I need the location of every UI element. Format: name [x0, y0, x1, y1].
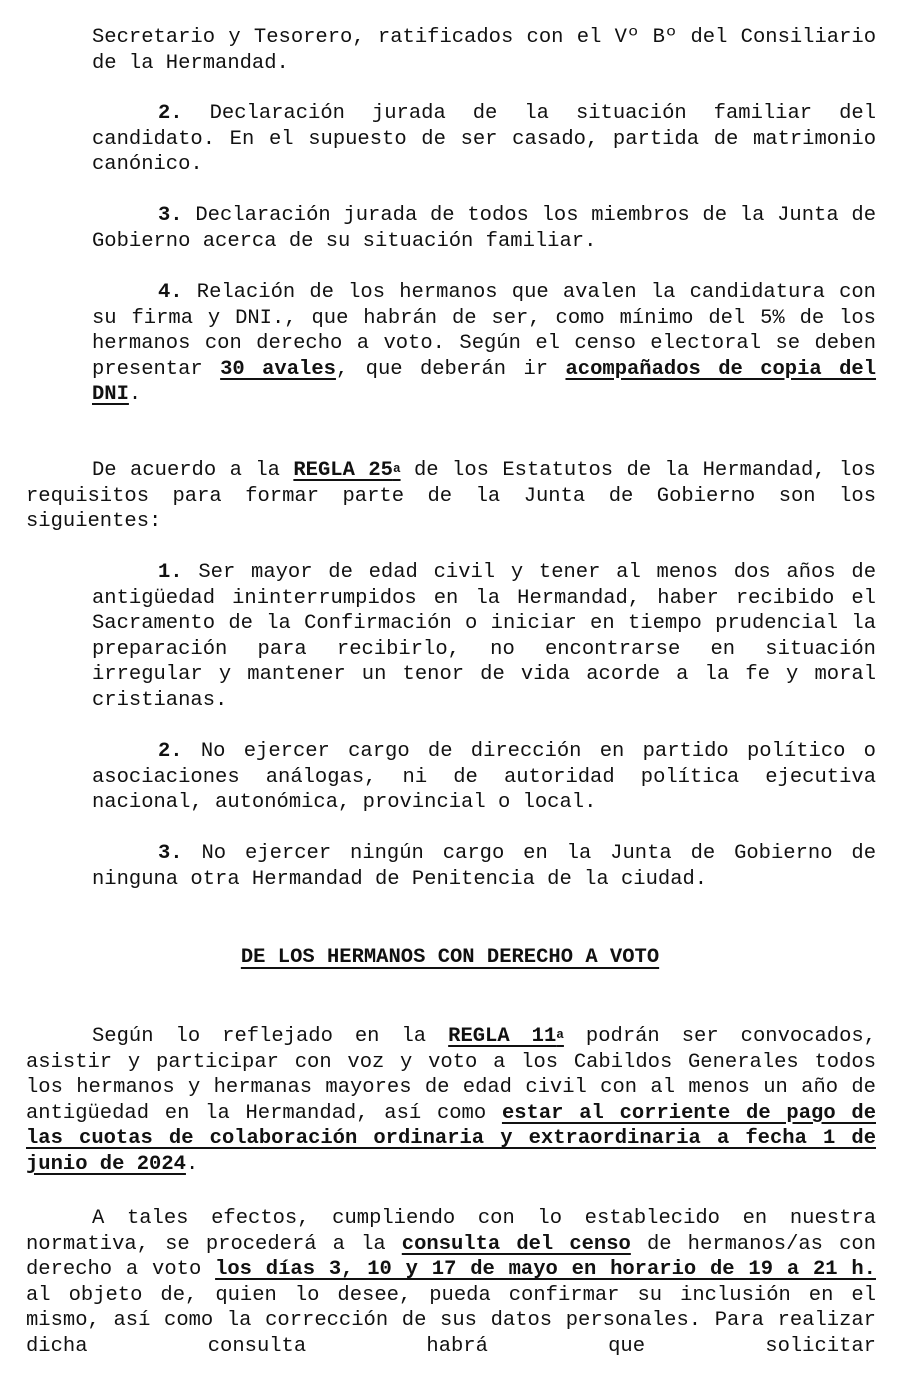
regla-25-item-1 — [92, 560, 876, 713]
requirement-number: 2. — [158, 102, 183, 125]
regla-25-intro — [26, 458, 876, 535]
continuation-paragraph — [92, 25, 876, 76]
regla-25-item-2 — [92, 739, 876, 816]
item-text: No ejercer cargo de dirección en partido político o asociaciones análogas, ni de autoridad política ejecutiva nacional, autonómica, provincial o local. — [92, 740, 876, 814]
paragraph-text: Según lo reflejado en la — [92, 1025, 449, 1048]
ordinal-sup: a — [392, 460, 401, 476]
payment-requirement: estar al corriente de pago de las cuotas de colaboración ordinaria y extraordinaria a fecha 1 de junio de 2024 — [26, 1101, 876, 1176]
paragraph-text: A tales efectos, cumpliendo con lo establecido en nuestra normativa, se procederá a la — [26, 1207, 876, 1256]
requirement-number: 3. — [158, 204, 183, 227]
requirement-text: Declaración jurada de todos los miembros de la Junta de Gobierno acerca de su situación familiar. — [92, 204, 876, 253]
requirement-text: . — [128, 383, 142, 406]
requirement-3-paragraph — [92, 203, 876, 254]
voting-rights-paragraph — [26, 1024, 876, 1177]
requirement-4-paragraph — [92, 280, 876, 408]
regla-label: REGLA 11 — [448, 1025, 557, 1048]
requirement-text: Declaración jurada de la situación familiar del candidato. En el supuesto de ser casado, partida de matrimonio canónico. — [92, 102, 876, 176]
ordinal-sup: a — [556, 1026, 564, 1042]
item-number: 1. — [158, 561, 183, 584]
item-text: No ejercer ningún cargo en la Junta de Gobierno de ninguna otra Hermandad de Penitencia de la ciudad. — [92, 842, 876, 891]
requirement-text: , que deberán ir — [335, 357, 566, 381]
regla-25-reference — [293, 459, 400, 482]
dni-copy-requirement: acompañados de copia del DNI — [92, 357, 877, 406]
item-number: 2. — [158, 740, 183, 763]
intro-text: de los Estatutos de la Hermandad, los requisitos para formar parte de la Junta de Gobierno son los siguientes: — [26, 459, 876, 533]
regla-11-reference — [448, 1025, 564, 1048]
item-text: Ser mayor de edad civil y tener al menos dos años de antigüedad ininterrumpidos en la Hermandad, haber recibido el Sacramento de la Confirmación o iniciar en tiempo prudencial la preparación para recibirlo, no encontrarse en situación irregular y mantener un tenor de vida acorde a la fe y moral cristianas. — [92, 561, 876, 712]
paragraph-text: de hermanos/as con derecho a voto — [26, 1232, 876, 1281]
regla-label: REGLA 25 — [293, 459, 393, 482]
section-heading: DE LOS HERMANOS CON DERECHO A VOTO — [240, 946, 660, 969]
consultation-dates: los días 3, 10 y 17 de mayo en horario de 19 a 21 h. — [215, 1258, 876, 1281]
paragraph-text: al objeto de, quien lo desee, pueda confirmar su inclusión en el mismo, así como la corrección de sus datos personales. Para realizar dicha consulta habrá que solicitar — [26, 1283, 876, 1358]
paragraph-text: podrán ser convocados, asistir y participar con voz y voto a los Cabildos Generales todos los hermanos y hermanas mayores de edad civil con al menos un año de antigüedad en la Hermandad, así como — [26, 1025, 876, 1125]
requirement-2-paragraph — [92, 101, 876, 178]
requirement-text: Relación de los hermanos que avalen la candidatura con su firma y DNI., que habrán de ser, como mínimo del 5% de los hermanos con derecho a voto. Según el censo electoral se deben presentar — [92, 281, 876, 381]
requirement-number: 4. — [158, 281, 183, 304]
regla-25-item-3 — [92, 841, 876, 892]
intro-text: De acuerdo a la — [92, 459, 294, 482]
item-number: 3. — [158, 842, 183, 865]
avales-count: 30 avales — [220, 357, 336, 381]
continuation-text: Secretario y Tesorero, ratificados con el Vº Bº del Consiliario de la Hermandad. — [92, 26, 876, 75]
paragraph-text: . — [185, 1152, 199, 1176]
census-consultation-paragraph — [26, 1206, 876, 1359]
census-consultation-label: consulta del censo — [401, 1232, 631, 1256]
